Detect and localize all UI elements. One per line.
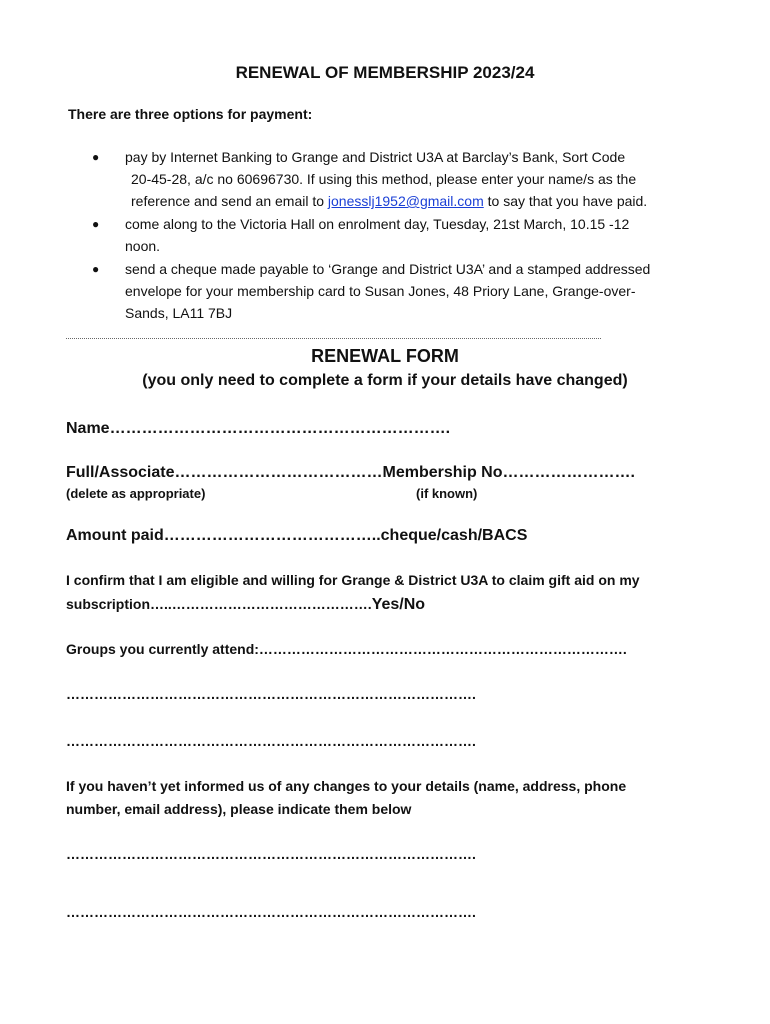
fill-dots: ……………………………………………………………………………. [66,686,476,702]
groups-blank-line[interactable] [66,733,476,749]
changes-line1: If you haven’t yet informed us of any changes to your details (name, address, phone [66,778,627,794]
fill-dots: ……………………. [502,464,635,481]
payment-methods: cheque/cash/BACS [380,527,528,544]
groups-row[interactable] [66,641,627,657]
subscription-label: subscription [66,596,151,612]
fill-dots: …..……………………………………. [150,596,372,612]
amount-paid-row[interactable] [66,527,527,545]
section-divider [66,338,601,339]
option-line: pay by Internet Banking to Grange and District U3A at Barclay’s Bank, Sort Code [125,149,626,165]
membership-row[interactable] [66,464,635,482]
groups-label: Groups you currently attend: [66,641,259,657]
form-subtitle: (you only need to complete a form if your details have changed) [142,372,628,389]
payment-option-cheque [90,258,700,324]
option-text: to say that you have paid. [483,193,648,209]
gift-aid-row[interactable] [66,596,425,614]
name-field[interactable] [66,420,450,438]
fill-dots: ………………………………….. [163,527,381,544]
groups-blank-line[interactable] [66,686,476,702]
name-label: Name [66,420,110,437]
fill-dots: ……………………………………………………………………………. [66,733,476,749]
membership-no-label: Membership No [382,464,503,481]
page-title: RENEWAL OF MEMBERSHIP 2023/24 [235,63,535,82]
option-text: reference and send an email to [131,193,328,209]
membership-type-label: Full/Associate [66,464,175,481]
changes-blank-line[interactable] [66,846,476,862]
bullet-icon: ● [92,262,100,276]
fill-dots: ……………………………………………………………………………. [66,846,476,862]
yes-no-option[interactable]: Yes/No [371,596,426,613]
changes-line2: number, email address), please indicate them below [66,801,412,817]
fill-dots: ………………………………………………………. [109,420,451,437]
payment-option-enrolment-day [90,213,700,257]
option-line: Sands, LA11 7BJ [125,305,233,321]
option-line: send a cheque made payable to ‘Grange and District U3A’ and a stamped addressed [125,261,651,277]
amount-paid-label: Amount paid [66,527,164,544]
option-line-with-email [125,190,700,212]
option-line: envelope for your membership card to Susan Jones, 48 Priory Lane, Grange-over- [125,283,636,299]
payment-option-internet-banking [90,146,700,212]
fill-dots: ………………………………… [174,464,383,481]
payment-intro: There are three options for payment: [68,106,313,122]
gift-aid-line1: I confirm that I am eligible and willing for Grange & District U3A to claim gift aid on my [66,572,640,588]
payment-options-list [90,146,700,325]
fill-dots: ……………………………………………………………………………. [66,904,476,920]
option-line: come along to the Victoria Hall on enrolment day, Tuesday, 21st March, 10.15 -12 [125,216,630,232]
if-known-note: (if known) [416,486,478,501]
option-line: 20-45-28, a/c no 60696730. If using this method, please enter your name/s as the [131,171,637,187]
email-link[interactable]: jonesslj1952@gmail.com [327,193,484,209]
delete-note: (delete as appropriate) [66,486,206,501]
option-line: noon. [125,238,161,254]
changes-blank-line[interactable] [66,904,476,920]
fill-dots: ……………………………………………………………………. [258,641,627,657]
bullet-icon: ● [92,150,100,164]
form-title: RENEWAL FORM [311,346,459,366]
bullet-icon: ● [92,217,100,231]
